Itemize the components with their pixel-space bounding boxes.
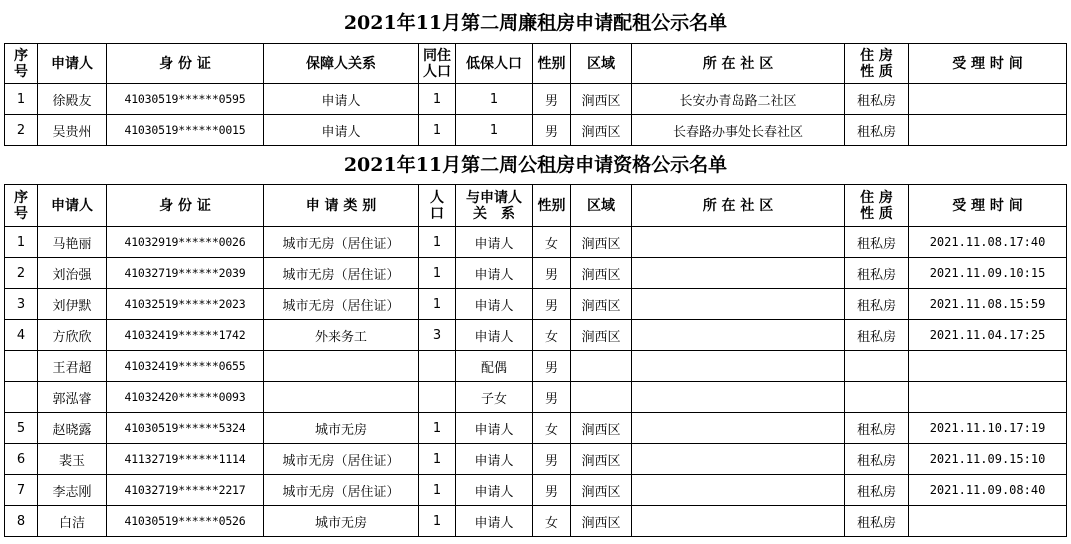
cell-id: 41032919******0026: [107, 227, 264, 258]
cell-housing: 租私房: [845, 475, 909, 506]
cell-seq: [5, 382, 38, 413]
cell-name: 方欣欣: [38, 320, 107, 351]
header-relation: 保障人关系: [264, 44, 419, 84]
table-row: [5, 413, 1067, 444]
cell-category: 城市无房（居住证）: [264, 258, 419, 289]
cell-housing: 租私房: [845, 289, 909, 320]
cell-lowincome: 1: [456, 84, 533, 115]
cell-community: 长春路办事处长春社区: [632, 115, 845, 146]
cell-gender: 男: [533, 382, 571, 413]
cell-time: 2021.11.08.15:59: [909, 289, 1067, 320]
cell-housing: 租私房: [845, 320, 909, 351]
cell-time: [909, 506, 1067, 537]
cell-housing: 租私房: [845, 84, 909, 115]
cell-id: 41032519******2023: [107, 289, 264, 320]
cell-id: 41032420******0093: [107, 382, 264, 413]
cell-seq: 7: [5, 475, 38, 506]
header-district: 区域: [571, 185, 632, 227]
table-row: [5, 289, 1067, 320]
cell-community: [632, 320, 845, 351]
cell-community: [632, 258, 845, 289]
cell-id: 41132719******1114: [107, 444, 264, 475]
table-row: [5, 506, 1067, 537]
header-lowincome: 低保人口: [456, 44, 533, 84]
table-row: [5, 84, 1067, 115]
cell-community: [632, 227, 845, 258]
table-row: [5, 351, 1067, 382]
header-id: 身 份 证: [107, 185, 264, 227]
cell-category: 城市无房: [264, 413, 419, 444]
table-row: [5, 475, 1067, 506]
cell-persons: 1: [419, 289, 456, 320]
cell-community: [632, 506, 845, 537]
cell-relation: 申请人: [456, 444, 533, 475]
table-header-row: [5, 185, 1067, 227]
header-community: 所 在 社 区: [632, 185, 845, 227]
cell-community: 长安办青岛路二社区: [632, 84, 845, 115]
cell-persons: 1: [419, 258, 456, 289]
cell-relation: 子女: [456, 382, 533, 413]
cell-relation: 申请人: [456, 506, 533, 537]
header-applicant: 申请人: [38, 44, 107, 84]
header-district: 区域: [571, 44, 632, 84]
cell-relation: 申请人: [456, 289, 533, 320]
cell-district: 涧西区: [571, 506, 632, 537]
cell-time: [909, 382, 1067, 413]
cell-housing: [845, 351, 909, 382]
cell-district: 涧西区: [571, 475, 632, 506]
cell-persons: 1: [419, 444, 456, 475]
cell-community: [632, 351, 845, 382]
lowrent-list-title: 2021年11月第二周廉租房申请配租公示名单: [343, 12, 728, 34]
header-category: 申 请 类 别: [264, 185, 419, 227]
cell-coresident: 1: [419, 115, 456, 146]
cell-relation: 申请人: [264, 115, 419, 146]
cell-seq: 1: [5, 227, 38, 258]
cell-seq: 4: [5, 320, 38, 351]
cell-district: 涧西区: [571, 289, 632, 320]
cell-gender: 女: [533, 227, 571, 258]
header-gender: 性别: [533, 185, 571, 227]
cell-name: 徐殿友: [38, 84, 107, 115]
cell-relation: 申请人: [456, 258, 533, 289]
cell-category: 外来务工: [264, 320, 419, 351]
cell-seq: [5, 351, 38, 382]
cell-gender: 男: [533, 475, 571, 506]
cell-name: 赵晓露: [38, 413, 107, 444]
cell-community: [632, 413, 845, 444]
cell-persons: 1: [419, 227, 456, 258]
cell-gender: 男: [533, 84, 571, 115]
cell-persons: 1: [419, 475, 456, 506]
cell-time: 2021.11.09.08:40: [909, 475, 1067, 506]
cell-id: 41032419******1742: [107, 320, 264, 351]
cell-persons: 1: [419, 413, 456, 444]
header-applicant: 申请人: [38, 185, 107, 227]
cell-category: 城市无房（居住证）: [264, 289, 419, 320]
cell-district: 涧西区: [571, 258, 632, 289]
cell-community: [632, 475, 845, 506]
cell-gender: 男: [533, 289, 571, 320]
cell-category: 城市无房（居住证）: [264, 475, 419, 506]
cell-housing: 租私房: [845, 227, 909, 258]
cell-relation: 配偶: [456, 351, 533, 382]
cell-housing: [845, 382, 909, 413]
cell-housing: 租私房: [845, 258, 909, 289]
cell-name: 白洁: [38, 506, 107, 537]
cell-community: [632, 382, 845, 413]
cell-housing: 租私房: [845, 413, 909, 444]
table-row: [5, 444, 1067, 475]
cell-time: [909, 115, 1067, 146]
cell-id: 41030519******5324: [107, 413, 264, 444]
cell-housing: 租私房: [845, 506, 909, 537]
cell-persons: [419, 382, 456, 413]
table-header-row: [5, 44, 1067, 84]
cell-relation: 申请人: [456, 320, 533, 351]
cell-gender: 男: [533, 444, 571, 475]
cell-name: 李志刚: [38, 475, 107, 506]
cell-district: [571, 351, 632, 382]
cell-gender: 男: [533, 115, 571, 146]
cell-name: 郭泓睿: [38, 382, 107, 413]
cell-seq: 2: [5, 115, 38, 146]
cell-category: 城市无房: [264, 506, 419, 537]
header-seq: 序 号: [5, 185, 38, 227]
header-gender: 性别: [533, 44, 571, 84]
cell-district: 涧西区: [571, 320, 632, 351]
cell-name: 刘治强: [38, 258, 107, 289]
cell-id: 41030519******0526: [107, 506, 264, 537]
table-row: [5, 382, 1067, 413]
header-coresident: 同住 人口: [419, 44, 456, 84]
cell-coresident: 1: [419, 84, 456, 115]
cell-seq: 6: [5, 444, 38, 475]
cell-category: 城市无房（居住证）: [264, 444, 419, 475]
cell-seq: 3: [5, 289, 38, 320]
header-relation: 与申请人 关 系: [456, 185, 533, 227]
cell-gender: 女: [533, 320, 571, 351]
cell-id: 41030519******0015: [107, 115, 264, 146]
cell-time: 2021.11.08.17:40: [909, 227, 1067, 258]
cell-district: 涧西区: [571, 413, 632, 444]
cell-housing: 租私房: [845, 444, 909, 475]
header-housing: 住 房 性 质: [845, 185, 909, 227]
table-row: [5, 258, 1067, 289]
cell-id: 41032719******2039: [107, 258, 264, 289]
cell-gender: 男: [533, 351, 571, 382]
publicrent-qualification-table: [4, 184, 1067, 537]
cell-gender: 女: [533, 506, 571, 537]
cell-district: 涧西区: [571, 227, 632, 258]
cell-persons: 1: [419, 506, 456, 537]
cell-seq: 1: [5, 84, 38, 115]
header-community: 所 在 社 区: [632, 44, 845, 84]
cell-name: 王君超: [38, 351, 107, 382]
cell-category: [264, 351, 419, 382]
cell-id: 41032719******2217: [107, 475, 264, 506]
header-time: 受 理 时 间: [909, 185, 1067, 227]
cell-community: [632, 289, 845, 320]
cell-name: 裴玉: [38, 444, 107, 475]
cell-name: 刘伊默: [38, 289, 107, 320]
cell-relation: 申请人: [456, 475, 533, 506]
publicrent-list-title: 2021年11月第二周公租房申请资格公示名单: [343, 154, 728, 176]
cell-category: 城市无房（居住证）: [264, 227, 419, 258]
cell-seq: 8: [5, 506, 38, 537]
cell-persons: 3: [419, 320, 456, 351]
table-row: [5, 227, 1067, 258]
cell-lowincome: 1: [456, 115, 533, 146]
cell-community: [632, 444, 845, 475]
cell-district: [571, 382, 632, 413]
cell-name: 马艳丽: [38, 227, 107, 258]
cell-time: [909, 84, 1067, 115]
cell-category: [264, 382, 419, 413]
lowrent-allocation-table: [4, 43, 1067, 146]
cell-seq: 2: [5, 258, 38, 289]
cell-gender: 女: [533, 413, 571, 444]
table-row: [5, 320, 1067, 351]
cell-district: 涧西区: [571, 84, 632, 115]
cell-district: 涧西区: [571, 444, 632, 475]
cell-relation: 申请人: [456, 227, 533, 258]
cell-id: 41032419******0655: [107, 351, 264, 382]
cell-housing: 租私房: [845, 115, 909, 146]
cell-relation: 申请人: [264, 84, 419, 115]
cell-persons: [419, 351, 456, 382]
cell-time: 2021.11.09.10:15: [909, 258, 1067, 289]
cell-time: 2021.11.04.17:25: [909, 320, 1067, 351]
cell-time: 2021.11.10.17:19: [909, 413, 1067, 444]
header-id: 身 份 证: [107, 44, 264, 84]
cell-time: 2021.11.09.15:10: [909, 444, 1067, 475]
table-row: [5, 115, 1067, 146]
cell-district: 涧西区: [571, 115, 632, 146]
cell-id: 41030519******0595: [107, 84, 264, 115]
header-seq: 序 号: [5, 44, 38, 84]
cell-time: [909, 351, 1067, 382]
cell-name: 吴贵州: [38, 115, 107, 146]
cell-gender: 男: [533, 258, 571, 289]
header-persons: 人 口: [419, 185, 456, 227]
cell-seq: 5: [5, 413, 38, 444]
header-housing: 住 房 性 质: [845, 44, 909, 84]
header-time: 受 理 时 间: [909, 44, 1067, 84]
cell-relation: 申请人: [456, 413, 533, 444]
